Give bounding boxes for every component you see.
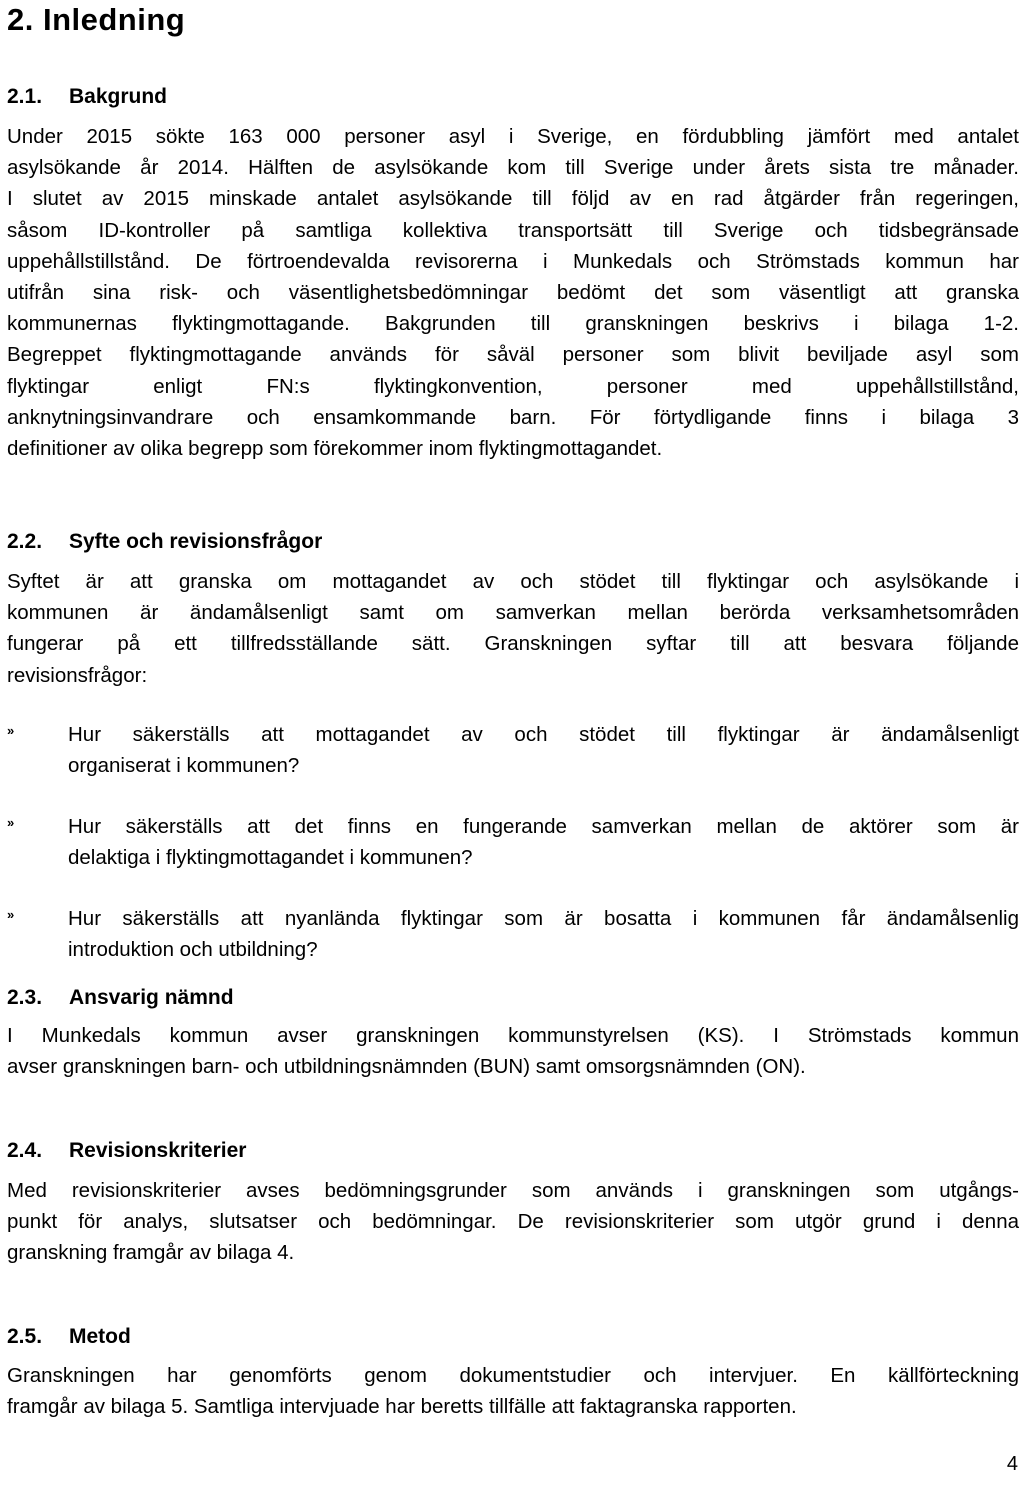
section-heading-revisionskriterier — [7, 1139, 246, 1163]
page-number: 4 — [1006, 1453, 1018, 1475]
section-number: 2.2. — [7, 530, 43, 553]
text-line: revisionsfrågor: — [7, 663, 148, 687]
text-line: flyktingar enligt FN:s flyktingkonvention, personer med uppehållstillstånd, — [7, 374, 1019, 398]
text-line: avser granskningen barn- och utbildningsnämnden (BUN) samt omsorgsnämnden (ON). — [7, 1055, 806, 1079]
text-line: organiserat i kommunen? — [68, 754, 300, 778]
paragraph-syfte — [7, 566, 1019, 691]
text-line: delaktiga i flyktingmottagandet i kommunen? — [68, 846, 473, 870]
text-line: Under 2015 sökte 163 000 personer asyl i Sverige, en fördubbling jämfört med antalet — [7, 125, 1019, 148]
section-title: Revisionskriterier — [69, 1139, 247, 1162]
section-heading-metod — [7, 1325, 131, 1349]
text-line: framgår av bilaga 5. Samtliga intervjuade har beretts tillfälle att faktagranska rapporten. — [7, 1395, 797, 1419]
text-line: såsom ID-kontroller på samtliga kollektiva transportsätt till Sverige och tidsbegränsade — [7, 218, 1019, 242]
text-line: Hur säkerställs att nyanlända flyktingar som är bosatta i kommunen får ändamålsenlig — [68, 907, 1019, 930]
section-title: Syfte och revisionsfrågor — [69, 530, 323, 553]
text-line: introduktion och utbildning? — [68, 938, 318, 962]
text-line: Syftet är att granska om mottagandet av och stödet till flyktingar och asylsökande i — [7, 570, 1019, 593]
paragraph-revisionskriterier — [7, 1175, 1019, 1269]
section-title: Ansvarig nämnd — [69, 986, 234, 1009]
text-line: Hur säkerställs att det finns en fungerande samverkan mellan de aktörer som är — [68, 815, 1019, 838]
text-line: utifrån sina risk- och väsentlighetsbedömningar bedömt det som väsentligt att granska — [7, 281, 1019, 305]
text-line: asylsökande år 2014. Hälften de asylsökande kom till Sverige under årets sista tre månader. — [7, 156, 1019, 180]
text-line: Med revisionskriterier avses bedömningsgrunder som används i granskningen som utgångs- — [7, 1179, 1019, 1202]
paragraph-metod — [7, 1360, 1019, 1422]
section-number: 2.4. — [7, 1139, 43, 1162]
section-number: 2.1. — [7, 85, 43, 108]
text-line: punkt för analys, slutsatser och bedömningar. De revisionskriterier som utgör grund i denna — [7, 1210, 1019, 1234]
section-heading-ansvarig-namnd — [7, 986, 234, 1010]
text-line: kommunernas flyktingmottagande. Bakgrunden till granskningen beskrivs i bilaga 1-2. — [7, 312, 1019, 336]
section-heading-bakgrund — [7, 85, 167, 109]
bullet-marker-icon: » — [7, 907, 15, 922]
section-title: Bakgrund — [69, 85, 168, 108]
bullet-marker-icon: » — [7, 723, 15, 738]
bullet-marker-icon: » — [7, 815, 15, 830]
text-line: kommunen är ändamålsenligt samt om samverkan mellan berörda verksamhetsområden — [7, 601, 1019, 625]
text-line: Begreppet flyktingmottagande används för såväl personer som blivit beviljade asyl som — [7, 343, 1019, 367]
section-number: 2.3. — [7, 986, 43, 1009]
bullet-text — [68, 811, 1019, 873]
text-line: I slutet av 2015 minskade antalet asylsökande till följd av en rad åtgärder från regeringen, — [7, 187, 1019, 211]
text-line: definitioner av olika begrepp som förekommer inom flyktingmottagandet. — [7, 437, 663, 461]
bullet-text — [68, 719, 1019, 781]
text-line: Hur säkerställs att mottagandet av och stödet till flyktingar är ändamålsenligt — [68, 723, 1019, 746]
paragraph-bakgrund — [7, 121, 1019, 464]
section-title: Metod — [69, 1325, 131, 1348]
text-line: anknytningsinvandrare och ensamkommande barn. För förtydligande finns i bilaga 3 — [7, 405, 1019, 429]
paragraph-ansvarig-namnd — [7, 1020, 1019, 1082]
text-line: granskning framgår av bilaga 4. — [7, 1241, 295, 1265]
text-line: uppehållstillstånd. De förtroendevalda revisorerna i Munkedals och Strömstads kommun har — [7, 249, 1019, 273]
section-heading-syfte — [7, 530, 322, 554]
text-line: I Munkedals kommun avser granskningen kommunstyrelsen (KS). I Strömstads kommun — [7, 1024, 1019, 1047]
text-line: fungerar på ett tillfredsställande sätt. Granskningen syftar till att besvara följande — [7, 632, 1019, 656]
text-line: Granskningen har genomförts genom dokumentstudier och intervjuer. En källförteckning — [7, 1364, 1019, 1387]
chapter-heading: 2. Inledning — [7, 2, 186, 37]
section-number: 2.5. — [7, 1325, 43, 1348]
bullet-text — [68, 903, 1019, 965]
